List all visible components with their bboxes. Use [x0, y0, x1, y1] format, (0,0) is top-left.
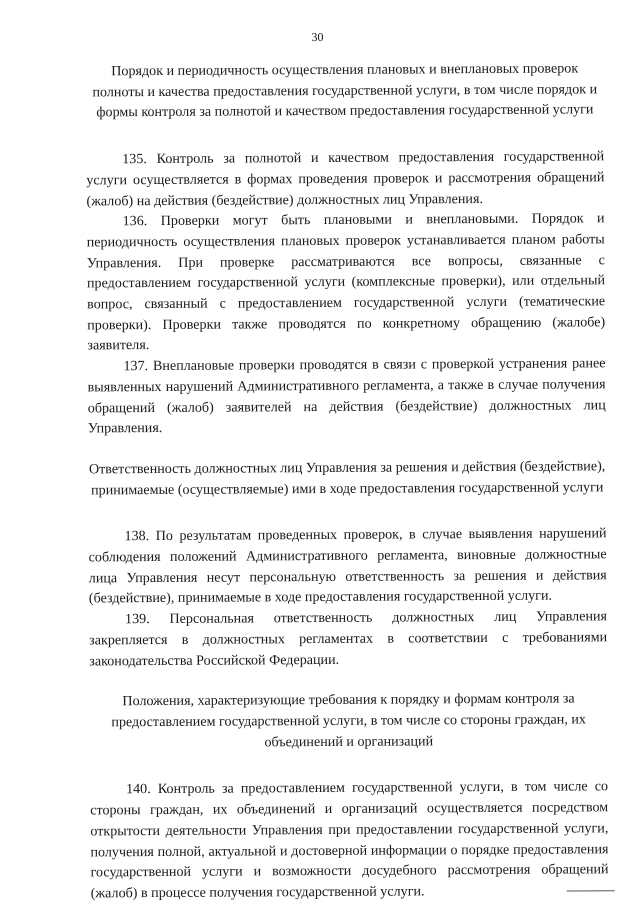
paragraph-137: 137. Внеплановые проверки проводятся в связи с проверкой устранения ранее выявленных нарушений Административного регламента, а также в случае получения обращений (жалоб) заявителей на действия (бездействие) должностных лиц Управления.	[87, 355, 606, 437]
section-responsibility	[88, 456, 607, 671]
paragraph-140: 140. Контроль за предоставлением государственной услуги, в том числе со стороны граждан, их объединений и организаций осуществляется посредством открытости деятельности Управления при предоставлении государственной услуги, получения полной, актуальной и достоверной информации о порядке предоставления государственной услуги и возможности досудебного рассмотрения обращений (жалоб) в процессе получения государственной услуги.	[90, 778, 609, 902]
page-number: 30	[311, 29, 324, 45]
document-body	[86, 58, 609, 904]
section-inspections	[86, 58, 606, 439]
section-heading: Порядок и периодичность осуществления плановых и внеплановых проверок полноты и качества предоставления государственной услуги, в том числе порядок и формы контроля за полнотой и качеством предоставления государственной услуги	[92, 60, 598, 121]
section-public-control	[89, 689, 608, 904]
section-heading: Ответственность должностных лиц Управления за решения и действия (бездействие), принимаемые (осуществляемые) ими в ходе предоставления государственной услуги	[88, 458, 606, 499]
paragraph-136: 136. Проверки могут быть плановыми и внеплановыми. Порядок и периодичность осуществления плановых проверок устанавливается планом работы Управления. При проверке рассматриваются все вопросы, связанные с предоставлением государственной услуги (комплексные проверки), или отдельный вопрос, связанный с предоставлением государственной услуги (тематические проверки). Проверки также проводятся по конкретному обращению (жалобе) заявителя.	[86, 210, 606, 354]
paragraph-138: 138. По результатам проведенных проверок, в случае выявления нарушений соблюдения положений Административного регламента, виновные должностные лица Управления несут персональную ответственность за решения и действия (бездействие), принимаемые в ходе предоставления государственной услуги.	[88, 525, 607, 607]
section-heading: Положения, характеризующие требования к порядку и формам контроля за предоставлением государственной услуги, в том числе со стороны граждан, их объединений и организаций	[111, 690, 586, 751]
paragraph-135: 135. Контроль за полнотой и качеством предоставления государственной услуги осуществляется в формах проведения проверок и рассмотрения обращений (жалоб) на действия (бездействие) должностных лиц Управления.	[86, 148, 605, 209]
paragraph-139: 139. Персональная ответственность должностных лиц Управления закрепляется в должностных регламентах в соответствии с требованиями законодательства Российской Федерации.	[89, 608, 608, 669]
